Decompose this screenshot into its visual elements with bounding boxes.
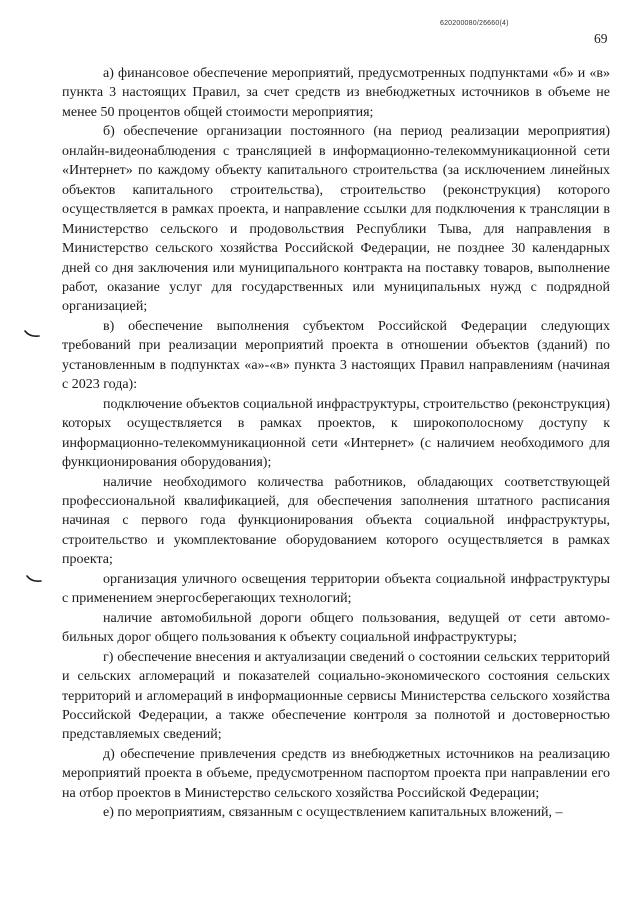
paragraph-a: а) финансовое обеспечение мероприятий, предусмотренных подпунктами «б» и «в» пункта 3 настоящих Правил, за счет средств из внебюджетных источников в объеме не менее 50 процентов общей стоимости мероприятия; (62, 66, 610, 120)
paragraph-g: г) обеспечение внесения и актуализации сведений о состоянии сельских территорий и сельских агломераций и показателей социально-экономического состояния сельских территорий и агломераций в информационные сервисы Министерства сельского хозяйства Российской Федерации, а также обеспечение контроля за полнотой и достоверностью представляемых сведений; (62, 649, 610, 743)
paragraph-internet-connection: подключение объектов социальной инфраструктуры, строительство (реконструкция) которых осуществляется в рамках проектов, к широкополосному доступу к информационно-телекоммуникационной сети «Интернет» (с наличием необходимого для функционирования оборудования); (62, 396, 610, 471)
paragraph-d: д) обеспечение привлечения средств из внебюджетных источников на реализацию мероприятий проекта в объеме, предусмотренном паспортом проекта при направлении его на отбор проектов в Министерство сельского хозяйства Российской Федерации; (62, 746, 610, 801)
margin-check-mark (24, 329, 40, 339)
document-id: 620200080/26660(4) (440, 20, 509, 27)
paragraph-street-lighting: организация уличного освещения территории объекта социальной инфраструктуры с применением энергосберегающих технологий; (62, 571, 610, 607)
paragraph-staffing: наличие необходимого количества работников, обладающих соответствующей профессиональной квалификацией, для обеспечения заполнения штатного расписания начиная с первого года функционирования объекта социальной инфраструктуры, строительство и укомплектование оборудованием которого осуществляется в рамках проекта; (62, 474, 610, 568)
paragraph-b: б) обеспечение организации постоянного (на период реализации мероприятия) онлайн-видеонаблюдения с трансляцией в информационно-телекоммуникационной сети «Интернет» по каждому объекту капитального строительства (за исключением линейных объектов капитального строительства), строительство (реконструкция) которого осуществляется в рамках проекта, и направление ссылки для подключения к трансляции в Министерство сельского и продовольствия Республики Тыва, для направления в Министерство сельского хозяйства Российской Федерации, не позднее 30 календарных дней со дня заключения или муниципального контракта на поставку товаров, выполнение работ, оказание услуг для государственных или муниципальных нужд с подрядной организацией; (62, 124, 610, 315)
page-number: 69 (594, 31, 608, 46)
paragraph-e: е) по мероприятиям, связанным с осуществлением капитальных вложений, – (103, 805, 563, 821)
paragraph-v: в) обеспечение выполнения субъектом Российской Федерации следующих требований при реализации мероприятий проекта в отношении объектов (зданий) по установленным в подпунктах «а»-«в» пункта 3 настоящих Правил направлениям (начиная с 2023 года): (62, 318, 610, 393)
document-text-body (62, 64, 610, 823)
paragraph-road-access: наличие автомобильной дороги общего пользования, ведущей от сети автомобильных дорог общего пользования к объекту социальной инфраструктуры; (62, 610, 610, 646)
margin-check-mark (26, 574, 42, 584)
